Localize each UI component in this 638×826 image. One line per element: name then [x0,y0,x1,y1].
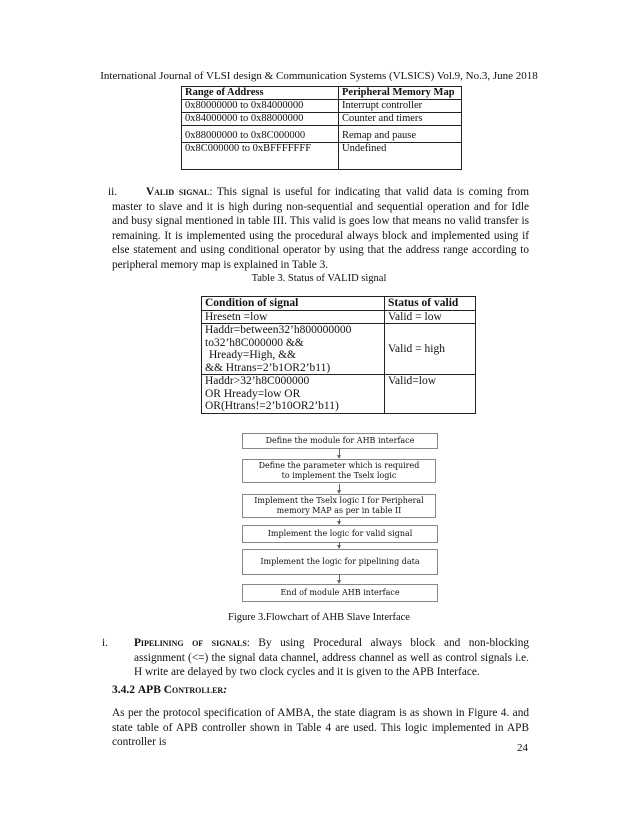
page-number: 24 [517,742,528,754]
pipelining-heading: Pipelining of signals [134,637,247,649]
address-range-cell: 0x88000000 to 0x8C000000 [182,126,339,143]
list-marker: ii. [108,186,118,198]
peripheral-cell: Counter and timers [339,113,462,126]
condition-cell [202,324,385,375]
section-heading [112,684,227,696]
peripheral-cell: Undefined [339,143,462,170]
figure3-caption: Figure 3.Flowchart of AHB Slave Interface [228,612,410,623]
flowchart-step: Define the parameter which is required to implement the Tselx logic [242,459,436,483]
flowchart-step: Implement the logic for pipelining data [242,549,438,575]
condition-line: Hready=High, && [209,349,296,361]
flowchart-step: Implement the Tselx logic I for Peripheral memory MAP as per in table II [242,494,436,518]
column-header: Peripheral Memory Map [339,87,462,100]
section-suffix: : [223,684,228,696]
condition-line: Haddr>32’h8C000000 [205,375,310,387]
table-row [202,310,476,324]
condition-line: Haddr=between32’h800000000 [205,324,352,336]
condition-cell [202,310,385,324]
peripheral-cell: Interrupt controller [339,100,462,113]
memory-map-table [181,86,462,170]
table-header-row [182,87,462,100]
flowchart-step: Define the module for AHB interface [242,433,438,449]
valid-signal-text: : This signal is useful for indicating that valid data is coming from master to slave and it is high during non-sequential and sequential operation and for Idle and busy signal mentioned in table III. This valid is goes low that means no valid transfer is remaining. It is implemented using the procedural always block and implemented using if else statement and using conditional operator by using that the address range according to peripheral memory map is explained in Table 3. [112,186,529,271]
apb-paragraph: As per the protocol specification of AMBA, the state diagram is as shown in Figure 4. and state table of APB controller shown in Table 4 are used. This logic implemented in APB controller is [112,707,529,749]
peripheral-cell: Remap and pause [339,126,462,143]
column-header: Condition of signal [202,297,385,311]
condition-line: OR(Htrans!=2’b10OR2’b11) [205,400,339,412]
address-range-cell: 0x84000000 to 0x88000000 [182,113,339,126]
column-header: Status of valid [385,297,476,311]
column-header: Range of Address [182,87,339,100]
table-row [182,113,462,126]
table-row [202,375,476,414]
address-range-cell: 0x8C000000 to 0xBFFFFFFF [182,143,339,170]
table-row [182,126,462,143]
section-number: 3.4.2 [112,684,135,696]
table-row [182,100,462,113]
flow-arrow [339,448,340,458]
address-range-cell: 0x80000000 to 0x84000000 [182,100,339,113]
flowchart-step: Implement the logic for valid signal [242,525,438,543]
journal-header: International Journal of VLSI design & Communication Systems (VLSICS) Vol.9, No.3, June 2018 [100,70,538,82]
condition-cell [202,375,385,414]
status-cell: Valid=low [385,375,476,414]
status-cell: Valid = low [385,310,476,324]
list-marker: i. [102,637,108,649]
table-row [202,324,476,375]
valid-signal-paragraph [108,185,529,273]
flowchart-step: End of module AHB interface [242,584,438,602]
table3-caption: Table 3. Status of VALID signal [251,273,387,284]
flow-arrow [339,484,340,493]
condition-line: OR Hready=low OR [205,387,301,400]
flow-arrow [339,519,340,524]
flow-arrow [339,542,340,548]
pipelining-text: : By using Procedural always block and non-blocking assignment (<=) the signal data channel, address channel as well as control signals i.e. H write are delayed by two clock cycles and it is given to the APB Interface. [134,637,529,679]
valid-signal-heading: Valid signal [146,186,210,198]
flow-arrow [339,574,340,583]
pipelining-paragraph [102,636,529,680]
valid-status-table [201,296,476,414]
condition-line: to32’h8C000000 && [205,336,304,349]
table-row [182,143,462,170]
condition-line: Hresetn =low [205,310,268,323]
condition-line: && Htrans=2’b1OR2’b11) [205,361,331,374]
section-title: APB Controller [137,684,224,696]
table-header-row [202,297,476,311]
status-cell: Valid = high [385,324,476,375]
